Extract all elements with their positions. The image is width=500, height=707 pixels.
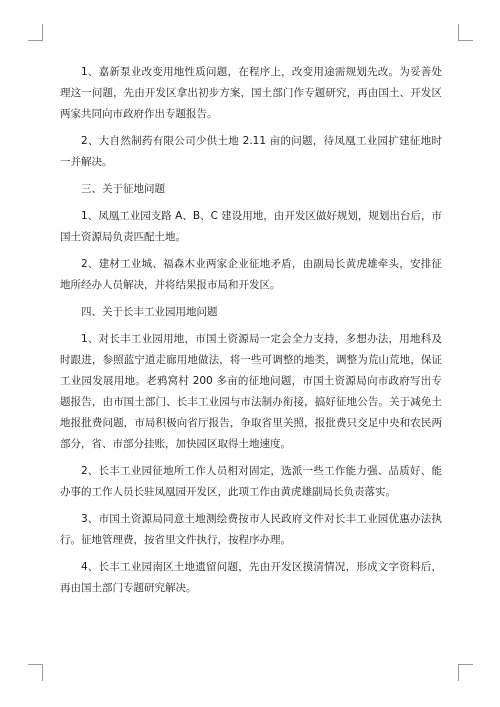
section-heading-land-acquisition: 三、关于征地问题 (81, 183, 165, 195)
paragraph-8: 4、长丰工业园南区土地遗留问题，先由开发区摸清情况，形成文字资料后，再由国土部门专题研究解决。 (60, 561, 442, 594)
paragraph-6: 2、长丰工业园征地所工作人员相对固定，选派一些工作能力强、品质好、能办事的工作人员长驻凤凰园开发区，此项工作由黄虎雄副局长负责落实。 (60, 465, 442, 498)
section-heading-changfeng-park: 四、关于长丰工业园用地问题 (81, 306, 218, 318)
paragraph-7: 3、市国土资源局同意土地测绘费按市人民政府文件对长丰工业园优惠办法执行。征地管理费，按省里文件执行，按程序办理。 (60, 513, 442, 546)
paragraph-4: 2、建材工业城、福森木业两家企业征地矛盾，由副局长黄虎雄牵头，安排征地所经办人员解决，并将结果报市局和开发区。 (60, 258, 442, 291)
crop-mark-bottom-right (458, 664, 473, 681)
paragraph-5: 1、对长丰工业园用地，市国土资源局一定会全力支持，多想办法，用地科及时跟进，参照蓝宁道走廊用地做法，将一些可调整的地类，调整为荒山荒地，保证工业园发展用地。老鸦窝村 200 多亩的征地问题，市国土资源局向市政府写出专题报告，由市国土部门、长丰工业园与市法制办衔接，搞好征地公告。关于减免土地报批费问题，市局积极向省厅报告，争取省里关照，报批费只交足中央和农民两部分，省、市部分挂账，加快园区取得土地速度。 (60, 333, 442, 450)
crop-mark-top-right (458, 24, 473, 41)
crop-mark-top-left (28, 24, 43, 41)
crop-mark-bottom-left (28, 664, 43, 681)
paragraph-2: 2、大自然制药有限公司少供土地 2.11 亩的问题，待凤凰工业园扩建征地时一并解决。 (60, 135, 442, 168)
document-body (60, 62, 442, 605)
paragraph-3: 1、凤凰工业园支路 A、B、C 建设用地，由开发区做好规划，规划出台后，市国土资源局负责匹配土地。 (60, 210, 442, 243)
paragraph-1: 1、嘉新泵业改变用地性质问题，在程序上，改变用途需规划先改。为妥善处理这一问题，先由开发区拿出初步方案，国土部门作专题研究，再由国土、开发区两家共同向市政府作出专题报告。 (60, 66, 442, 120)
